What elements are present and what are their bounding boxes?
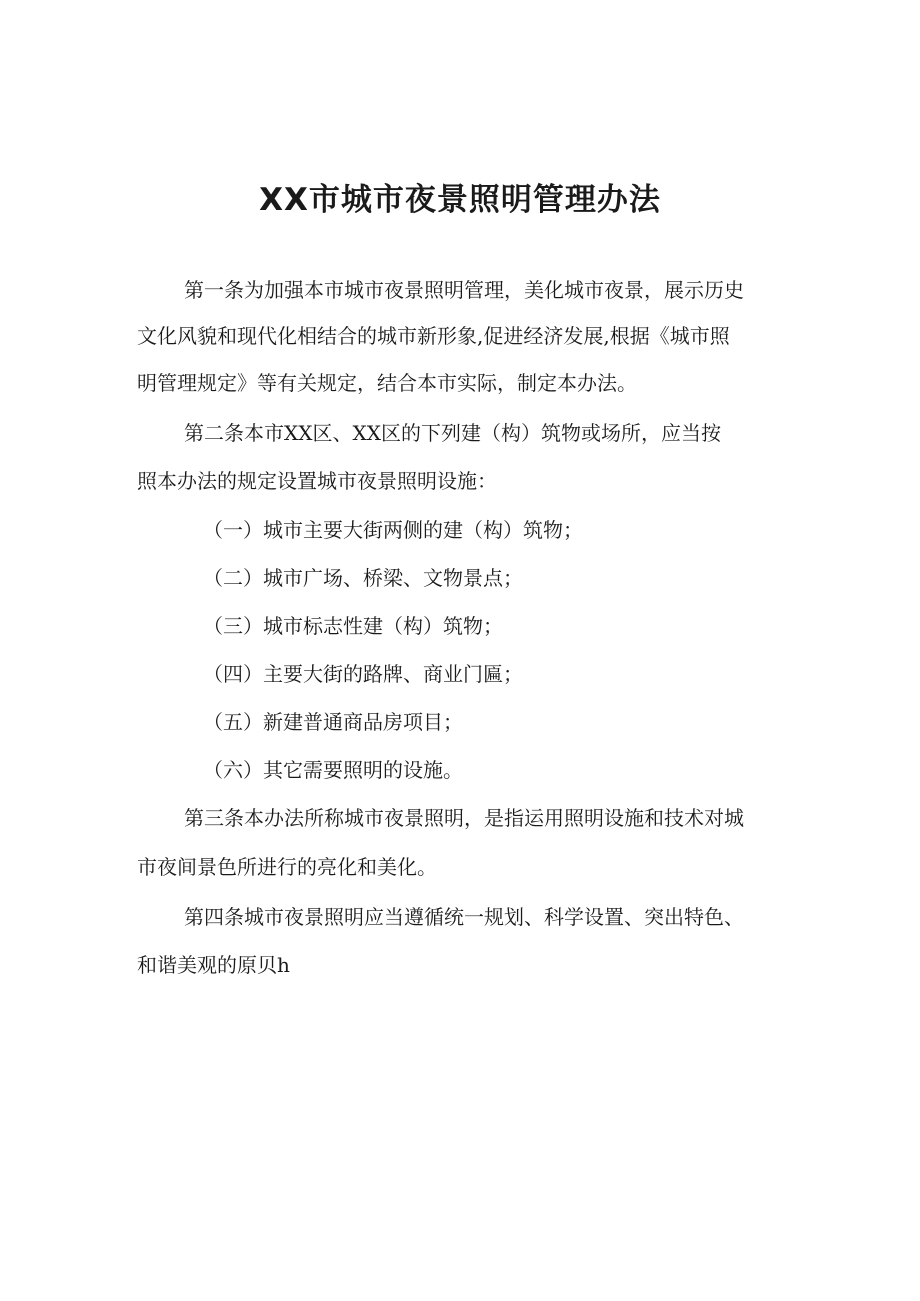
article-2-item-5: （五）新建普通商品房项目； (203, 710, 463, 734)
article-1-line-1: 第一条为加强本市城市夜景照明管理，美化城市夜景，展示历史 (184, 278, 744, 302)
article-2-line-1: 第二条本市XX区、XX区的下列建（构）筑物或场所，应当按 (184, 421, 721, 445)
article-3-line-1: 第三条本办法所称城市夜景照明，是指运用照明设施和技术对城 (184, 806, 744, 830)
article-2-item-1: （一）城市主要大街两侧的建（构）筑物； (203, 518, 583, 542)
article-2-item-6: （六）其它需要照明的设施。 (203, 758, 463, 782)
article-1-line-3: 明管理规定》等有关规定，结合本市实际，制定本办法。 (137, 371, 637, 395)
article-2-item-3: （三）城市标志性建（构）筑物； (203, 614, 503, 638)
article-4-line-1: 第四条城市夜景照明应当遵循统一规划、科学设置、突出特色、 (184, 905, 744, 929)
document-title: XX市城市夜景照明管理办法 (259, 182, 661, 218)
article-3-line-2: 市夜间景色所进行的亮化和美化。 (137, 855, 437, 879)
article-2-item-2: （二）城市广场、桥梁、文物景点； (203, 566, 523, 590)
article-2-line-2: 照本办法的规定设置城市夜景照明设施： (137, 469, 497, 493)
article-4-line-2: 和谐美观的原贝h (137, 953, 290, 977)
article-2-item-4: （四）主要大街的路牌、商业门匾； (203, 662, 523, 686)
article-1-line-2: 文化风貌和现代化相结合的城市新形象,促进经济发展,根据《城市照 (137, 324, 730, 348)
